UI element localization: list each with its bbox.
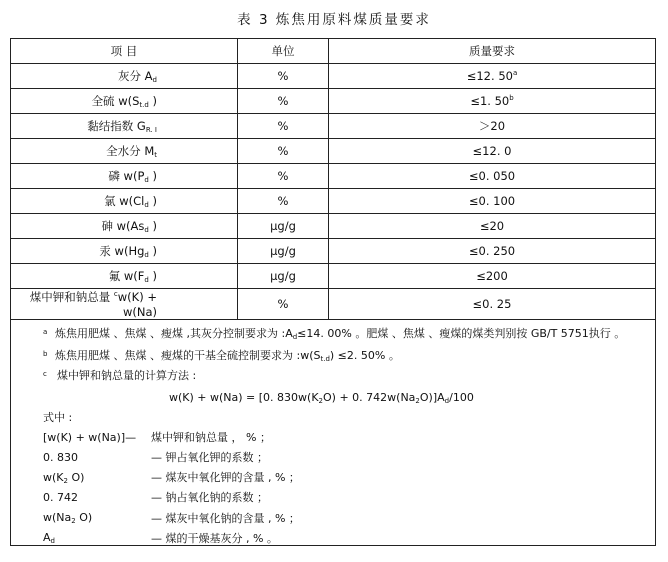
row-requirement: ≤1. 50$^b$ (329, 89, 656, 114)
table-title: 表 3 炼焦用原料煤质量要求 (237, 12, 431, 28)
header-item: 项 目 (11, 39, 238, 64)
table-header-row (11, 39, 656, 64)
definition-symbol: [w(K) + w(Na)]— (43, 431, 137, 444)
definition-description: 煤中钾和钠总量 ， % ； (151, 431, 271, 444)
row-unit: μg/g (238, 264, 329, 289)
row-item-name: 氟 $w(F_d$ ) (11, 264, 238, 289)
row-item-name: 全水分 $M_t$ (11, 139, 238, 164)
row-unit: % (238, 114, 329, 139)
table-row (11, 189, 656, 214)
row-item-name: 煤中钾和钠总量 $^c$w(K) + w(Na) (11, 289, 238, 320)
quality-table-frame (10, 38, 656, 546)
row-unit: % (238, 289, 329, 320)
table-row (11, 239, 656, 264)
formula: w(K) + w(Na) = [0. $830w(K_2O) + 0$. $742w(Na_2O)]A_d/100$ (169, 391, 474, 405)
row-requirement: ≤0. 100 (329, 189, 656, 214)
table-row (11, 89, 656, 114)
definition-symbol: 0. 830 (43, 451, 78, 464)
definition-description: — 煤灰中氧化钾的含量 , % ； (151, 471, 300, 484)
row-unit: % (238, 189, 329, 214)
table-row (11, 114, 656, 139)
row-item-name: 汞 $w(Hg_d$ ) (11, 239, 238, 264)
definition-description: — 煤的干燥基灰分 , % 。 (151, 532, 278, 545)
row-requirement: ≤20 (329, 214, 656, 239)
note-a-mark: a (43, 328, 48, 336)
where-label: 式中 : (43, 411, 73, 424)
quality-table (10, 38, 656, 320)
row-requirement: ≤0. 25 (329, 289, 656, 320)
definition-description: — 煤灰中氧化钠的含量 , % ； (151, 512, 300, 525)
row-requirement: ≤12. 50$^a$ (329, 64, 656, 89)
note-a: 炼焦用肥煤 、焦煤 、瘦煤 ,其灰分控制要求为 $:A_d\le 14$. 00% 。肥煤 、焦煤 、瘦煤的煤类判别按 GB/T 5751执行 。 (55, 327, 626, 341)
table-row (11, 164, 656, 189)
definition-symbol: $w(Na_2$ O) (43, 511, 93, 525)
row-item-name: 氯 $w(Cl_d$ ) (11, 189, 238, 214)
definition-symbol: 0. 742 (43, 491, 78, 504)
note-c-mark: c (43, 370, 47, 378)
row-item-name: 磷 $w(P_d$ ) (11, 164, 238, 189)
row-requirement: ＞20 (329, 114, 656, 139)
table-row (11, 64, 656, 89)
row-item-name: 砷 $w(As_d$ ) (11, 214, 238, 239)
row-requirement: ≤0. 050 (329, 164, 656, 189)
row-item-name: 灰分 $A_d$ (11, 64, 238, 89)
table-row (11, 264, 656, 289)
header-unit: 单位 (238, 39, 329, 64)
row-item-name: 全硫 $w(S_{t.d}$ ) (11, 89, 238, 114)
row-unit: % (238, 64, 329, 89)
row-item-name: 黏结指数 $G_{R. I}$ (11, 114, 238, 139)
note-b-mark: b (43, 350, 48, 358)
definition-symbol: $A_d$ (43, 531, 55, 545)
table-row (11, 139, 656, 164)
row-unit: μg/g (238, 239, 329, 264)
definition-description: — 钠占氧化钠的系数 ； (151, 491, 268, 504)
row-requirement: ≤200 (329, 264, 656, 289)
note-c: 煤中钾和钠总量的计算方法 : (57, 369, 197, 382)
table-row (11, 214, 656, 239)
table-row (11, 289, 656, 320)
row-requirement: ≤0. 250 (329, 239, 656, 264)
row-requirement: ≤12. 0 (329, 139, 656, 164)
row-unit: % (238, 164, 329, 189)
row-unit: μg/g (238, 214, 329, 239)
note-b: 炼焦用肥煤 、焦煤 、瘦煤的干基全硫控制要求为 $:w(S_{t.d}) \le 2$. 50% 。 (55, 349, 400, 363)
row-unit: % (238, 89, 329, 114)
definition-description: — 钾占氧化钾的系数 ； (151, 451, 268, 464)
header-requirement: 质量要求 (329, 39, 656, 64)
definition-symbol: $w(K_2$ O) (43, 471, 85, 485)
row-unit: % (238, 139, 329, 164)
